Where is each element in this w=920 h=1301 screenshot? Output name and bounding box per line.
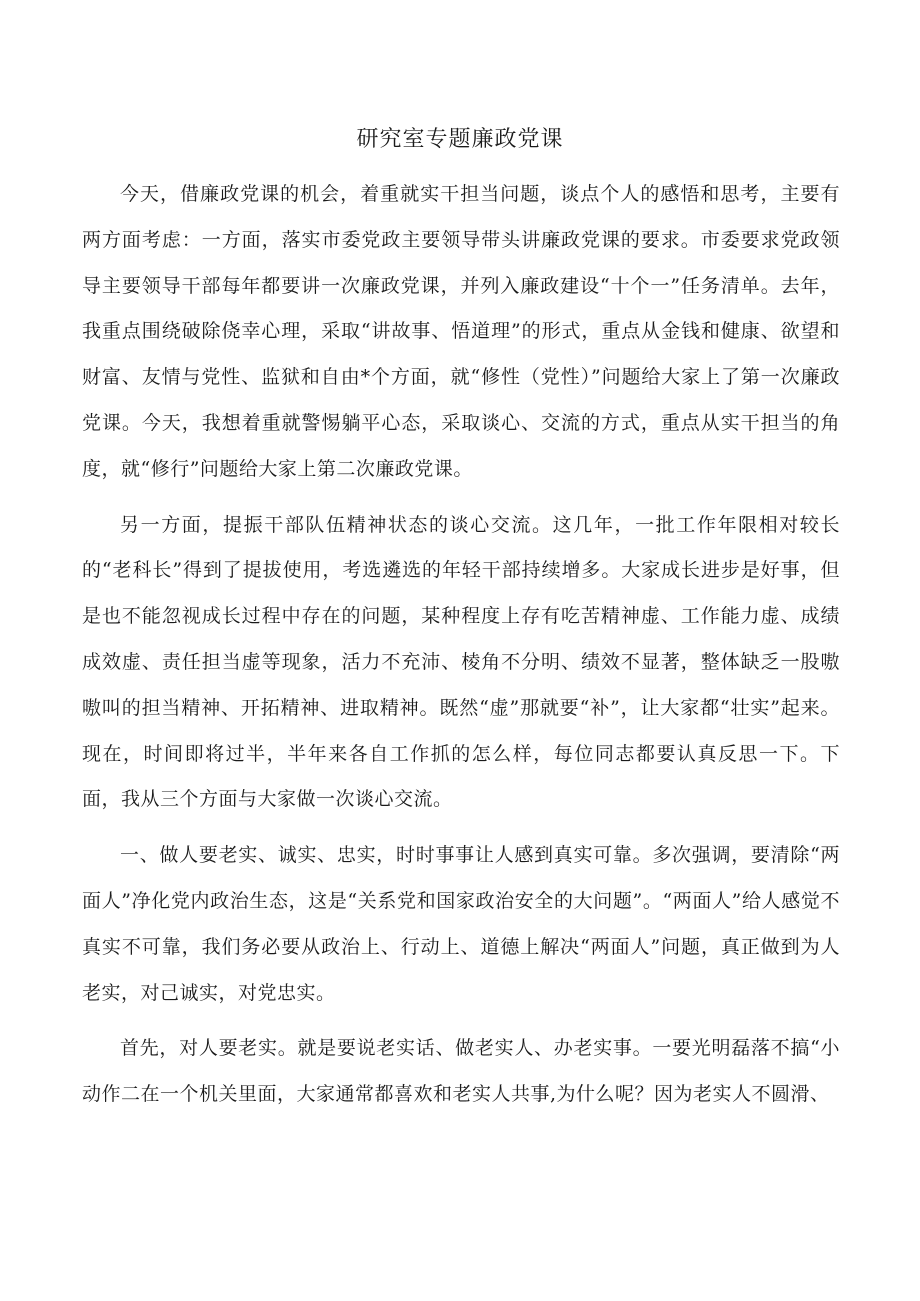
document-body — [82, 172, 840, 1128]
paragraph-3: 一、做人要老实、诚实、忠实，时时事事让人感到真实可靠。多次强调，要清除“两面人”净化党内政治生态，这是“关系党和国家政治安全的大问题”。“两面人”给人感觉不真实不可靠，我们务必要从政治上、行动上、道德上解决“两面人”问题，真正做到为人老实，对己诚实，对党忠实。 — [82, 844, 840, 1004]
paragraph-2: 另一方面，提振干部队伍精神状态的谈心交流。这几年，一批工作年限相对较长的“老科长”得到了提拔使用，考选遴选的年轻干部持续增多。大家成长进步是好事，但是也不能忽视成长过程中存在的问题，某种程度上存有吃苦精神虚、工作能力虚、成绩成效虚、责任担当虚等现象，活力不充沛、棱角不分明、绩效不显著，整体缺乏一股嗷嗷叫的担当精神、开拓精神、进取精神。既然“虚”那就要“补”，让大家都“壮实”起来。现在，时间即将过半，半年来各自工作抓的怎么样，每位同志都要认真反思一下。下面，我从三个方面与大家做一次谈心交流。 — [82, 513, 840, 811]
paragraph-1: 今天，借廉政党课的机会，着重就实干担当问题，谈点个人的感悟和思考，主要有两方面考虑：一方面，落实市委党政主要领导带头讲廉政党课的要求。市委要求党政领导主要领导干部每年都要讲一次廉政党课，并列入廉政建设“十个一”任务清单。去年，我重点围绕破除侥幸心理，采取“讲故事、悟道理”的形式，重点从金钱和健康、欲望和财富、友情与党性、监狱和自由*个方面，就“修性（党性）”问题给大家上了第一次廉政党课。今天，我想着重就警惕躺平心态，采取谈心、交流的方式，重点从实干担当的角度，就“修行”问题给大家上第二次廉政党课。 — [82, 183, 840, 480]
paragraph-4: 首先，对人要老实。就是要说老实话、做老实人、办老实事。一要光明磊落不搞“小动作二在一个机关里面，大家通常都喜欢和老实人共事,为什么呢？因为老实人不圆滑、 — [82, 1037, 840, 1106]
document-title: 研究室专题廉政党课 — [356, 127, 564, 152]
